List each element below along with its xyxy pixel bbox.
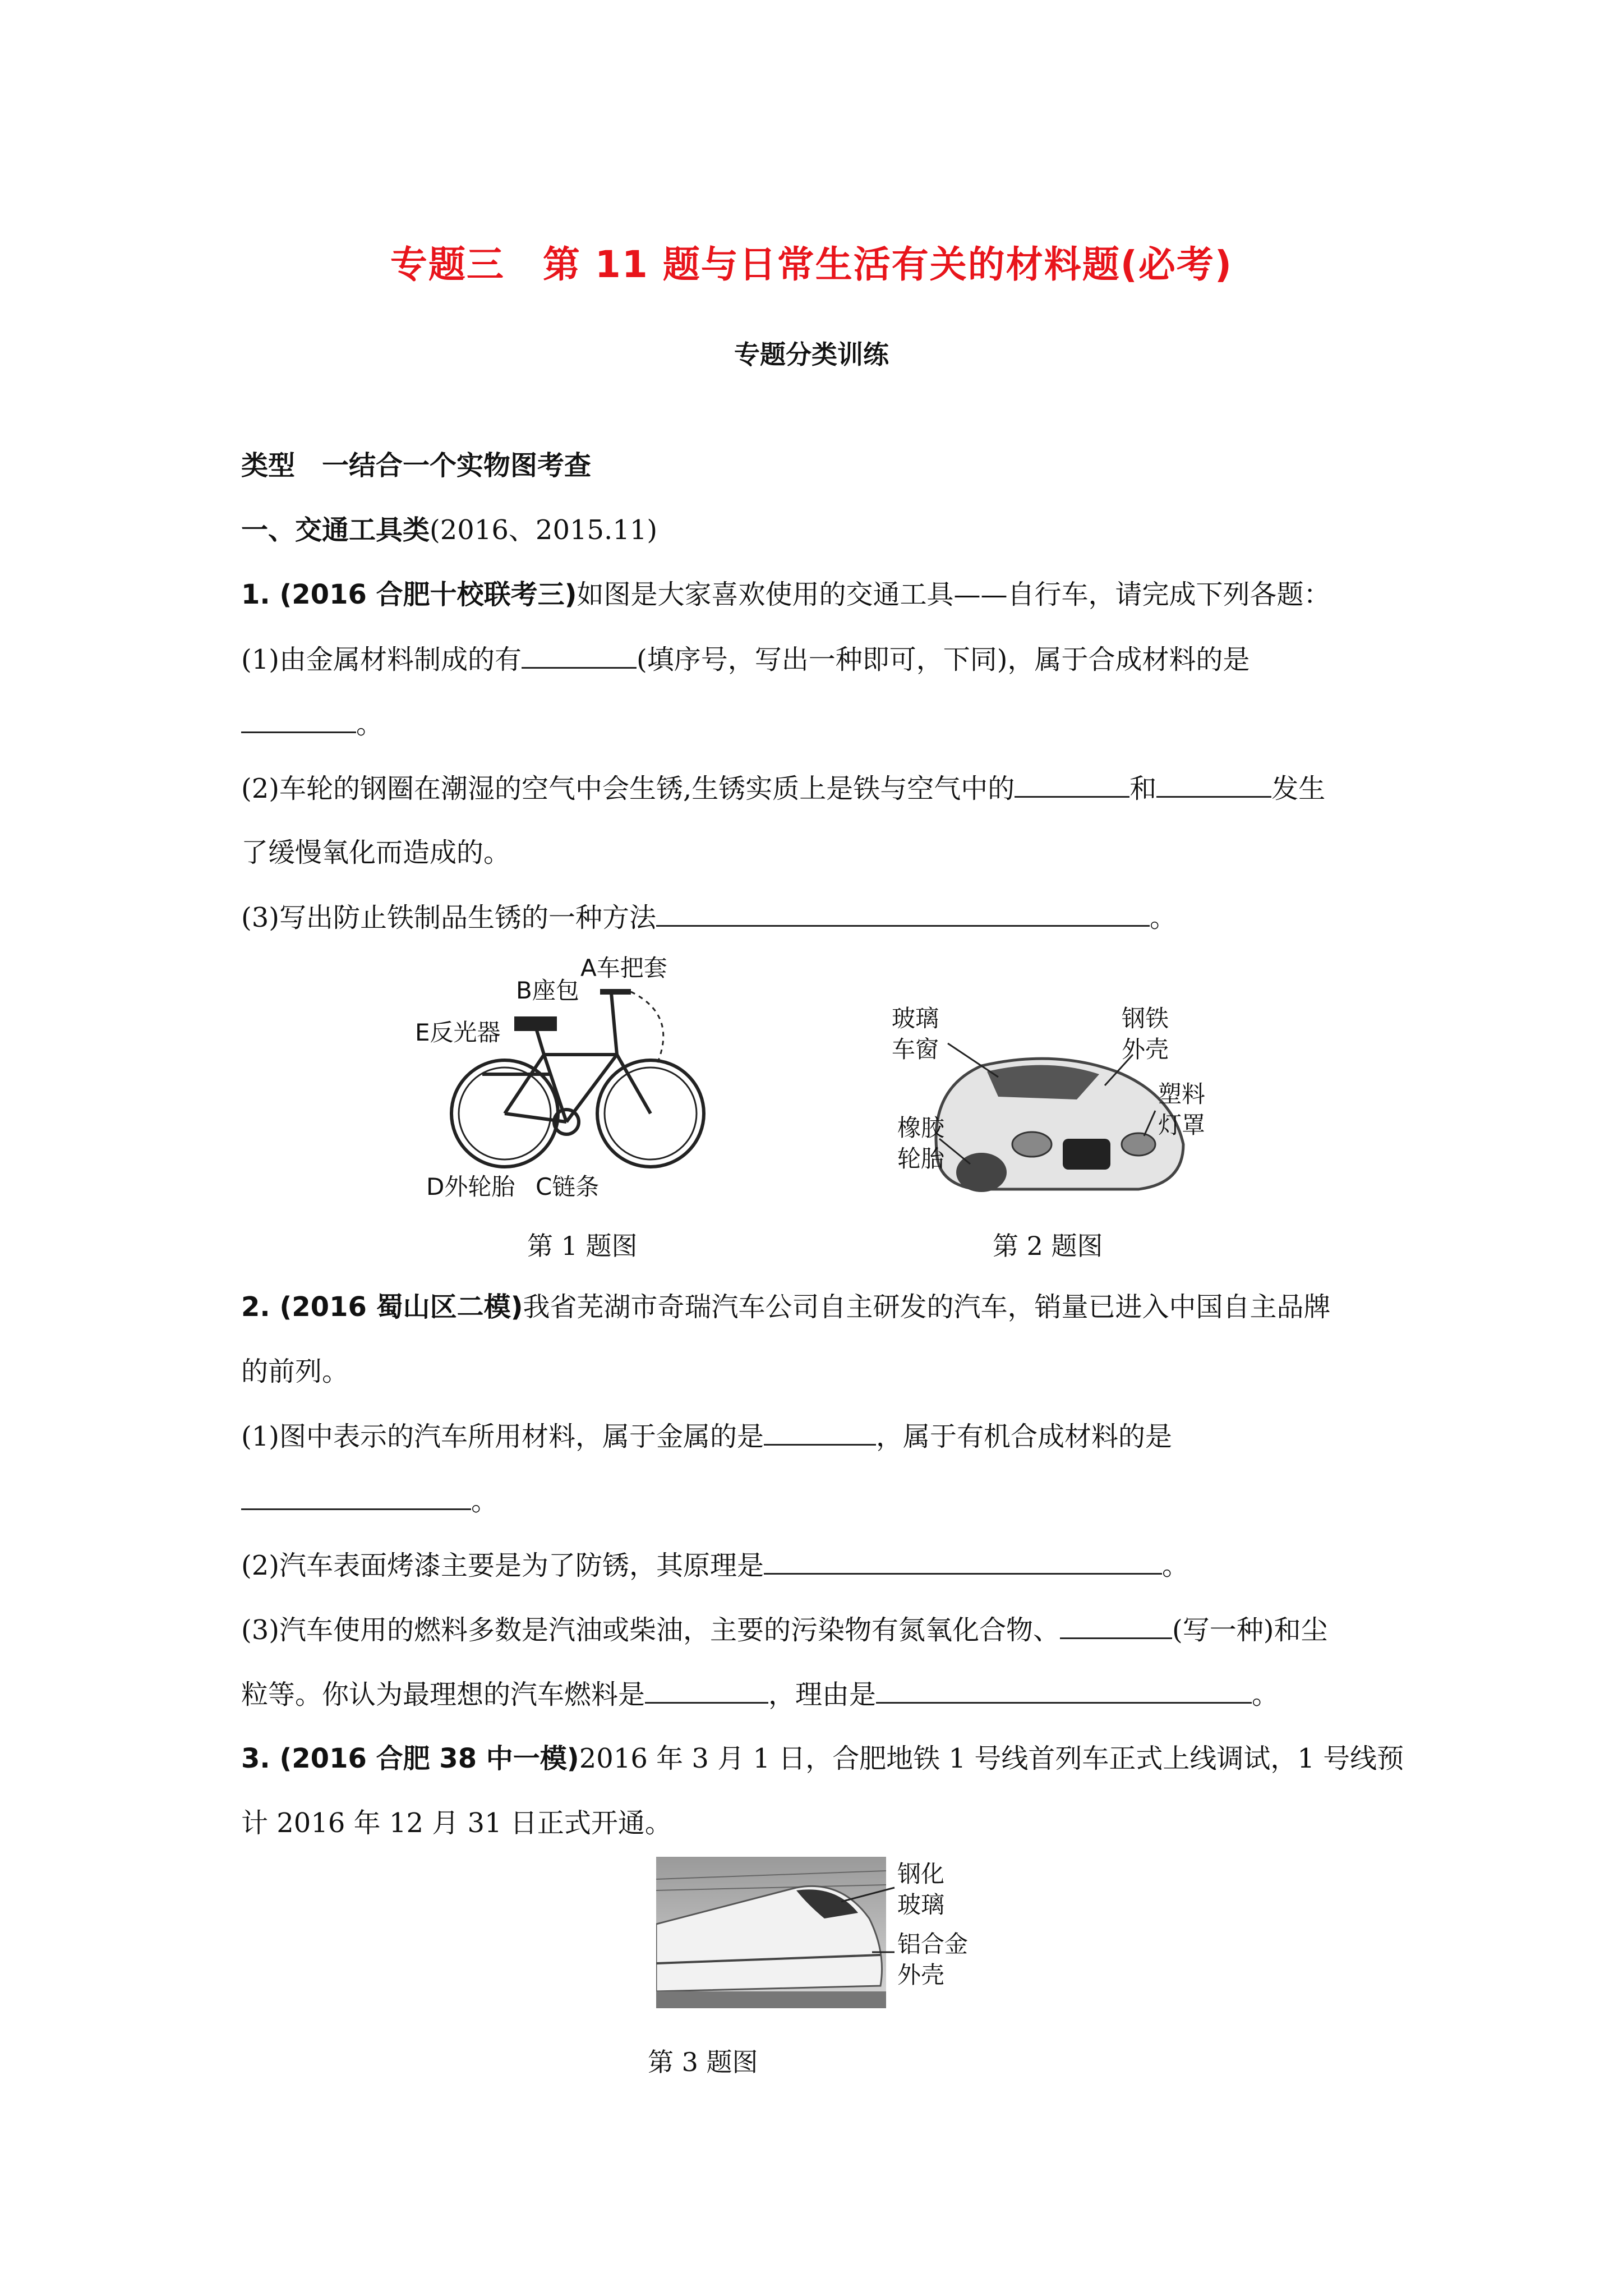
q3-stem-text: 2016 年 3 月 1 日，合肥地铁 1 号线首列车正式上线调试，1 号线预	[579, 1743, 1404, 1774]
fig1-label-a: A车把套	[580, 954, 667, 982]
q2-blank-reason[interactable]	[876, 1677, 1252, 1704]
q1-part3	[241, 900, 1177, 935]
q2-part1-line2	[241, 1484, 498, 1518]
q2-blank-paint-principle[interactable]	[764, 1548, 1162, 1575]
section-one-years: (2016、2015.11)	[430, 514, 658, 546]
q2-stem	[241, 1290, 1331, 1324]
fig3-train-illustration	[656, 1857, 987, 2008]
car-grille	[1063, 1139, 1110, 1170]
q1-blank-metal[interactable]	[522, 642, 637, 669]
q2-part1-text-b: ，属于有机合成材料的是	[876, 1421, 1173, 1452]
q1-part1-text-a: (1)由金属材料制成的有	[241, 644, 522, 675]
q2-blank-metal[interactable]	[764, 1419, 876, 1446]
q2-part1-line1	[241, 1419, 1172, 1453]
q3-stem-line2: 计 2016 年 12 月 31 日正式开通。	[241, 1807, 672, 1839]
fig3-label-shell: 外壳	[897, 1961, 945, 1989]
fig2-label-window: 车窗	[892, 1036, 939, 1063]
q2-part3-text-e: 。	[1252, 1679, 1279, 1710]
section-one-title: 一、交通工具类	[241, 514, 430, 546]
fig1-label-e: E反光器	[415, 1019, 501, 1046]
q1-stem-text: 如图是大家喜欢使用的交通工具——自行车，请完成下列各题：	[577, 579, 1331, 610]
q2-part1-text-c: 。	[471, 1485, 499, 1517]
q2-part3-line1	[241, 1613, 1327, 1647]
q2-part2-text-a: (2)汽车表面烤漆主要是为了防锈，其原理是	[241, 1550, 764, 1581]
q1-part3-text-a: (3)写出防止铁制品生锈的一种方法	[241, 902, 656, 933]
q1-part3-text-b: 。	[1150, 902, 1177, 933]
fig3-label-alloy: 铝合金	[897, 1930, 969, 1958]
q1-part2-line1	[241, 771, 1325, 806]
q2-part1-text-a: (1)图中表示的汽车所用材料，属于金属的是	[241, 1421, 764, 1452]
fig3-caption: 第 3 题图	[648, 2047, 758, 2077]
q1-source: 1. (2016 合肥十校联考三)	[241, 579, 577, 610]
q2-part3-line2	[241, 1677, 1279, 1711]
q2-part3-text-c: 粒等。你认为最理想的汽车燃料是	[241, 1679, 645, 1710]
q2-blank-pollutant[interactable]	[1060, 1613, 1172, 1639]
page-subtitle: 专题分类训练	[734, 339, 889, 370]
q1-blank-prevent-rust[interactable]	[656, 900, 1150, 927]
fig2-car-illustration	[892, 1004, 1228, 1212]
q2-part2	[241, 1548, 1189, 1582]
fig2-label-plastic: 塑料	[1158, 1080, 1206, 1108]
fig3-label-glass: 玻璃	[897, 1891, 945, 1918]
q3-stem	[241, 1742, 1404, 1775]
fig2-label-shell: 外壳	[1122, 1036, 1169, 1063]
fig2-label-tire: 轮胎	[897, 1145, 945, 1172]
fig2-label-steel: 钢铁	[1122, 1005, 1169, 1032]
page-title: 专题三 第 11 题与日常生活有关的材料题(必考)	[390, 243, 1233, 286]
q1-blank-rust-1[interactable]	[1015, 771, 1129, 798]
q1-part2-text-a: (2)车轮的钢圈在潮湿的空气中会生锈,生锈实质上是铁与空气中的	[241, 773, 1015, 804]
q1-part2-line2: 了缓慢氧化而造成的。	[241, 837, 511, 868]
fig1-label-b: B座包	[516, 977, 579, 1004]
fig3-label-tempered: 钢化	[897, 1860, 945, 1888]
q1-blank-rust-2[interactable]	[1156, 771, 1271, 798]
fig2-label-glass: 玻璃	[892, 1005, 939, 1032]
fig1-label-c: C链条	[536, 1173, 600, 1200]
q1-part1-line2	[241, 707, 383, 741]
fig2-label-rubber: 橡胶	[897, 1114, 945, 1142]
q2-part2-text-b: 。	[1162, 1550, 1189, 1581]
q1-blank-synthetic[interactable]	[241, 707, 356, 733]
q2-part3-text-b: (写一种)和尘	[1172, 1614, 1328, 1646]
q1-part1-line1	[241, 642, 1249, 677]
section-one-heading	[241, 513, 657, 547]
q1-stem	[241, 578, 1331, 611]
fig1-label-d: D外轮胎	[426, 1173, 515, 1200]
q2-stem-text: 我省芜湖市奇瑞汽车公司自主研发的汽车，销量已进入中国自主品牌	[523, 1291, 1331, 1323]
fig1-bicycle-illustration	[415, 954, 729, 1200]
fig2-label-lampshade: 灯罩	[1158, 1111, 1206, 1139]
q2-blank-synthetic[interactable]	[241, 1484, 471, 1510]
q2-part3-text-a: (3)汽车使用的燃料多数是汽油或柴油，主要的污染物有氮氧化合物、	[241, 1614, 1060, 1646]
q1-part1-text-c: 。	[356, 708, 384, 740]
q3-source: 3. (2016 合肥 38 中一模)	[241, 1743, 579, 1774]
fig2-caption: 第 2 题图	[993, 1231, 1103, 1261]
q1-part2-text-b: 和	[1129, 773, 1157, 804]
q1-part1-text-b: (填序号，写出一种即可，下同)，属于合成材料的是	[637, 644, 1250, 675]
q2-stem-line2: 的前列。	[241, 1356, 349, 1387]
q2-part3-text-d: ，理由是	[768, 1679, 877, 1710]
fig1-caption: 第 1 题图	[527, 1231, 638, 1261]
q2-blank-ideal-fuel[interactable]	[645, 1677, 768, 1704]
q1-part2-text-c: 发生	[1271, 773, 1326, 804]
q2-source: 2. (2016 蜀山区二模)	[241, 1291, 523, 1323]
section-type-heading: 类型 一结合一个实物图考查	[241, 450, 592, 481]
